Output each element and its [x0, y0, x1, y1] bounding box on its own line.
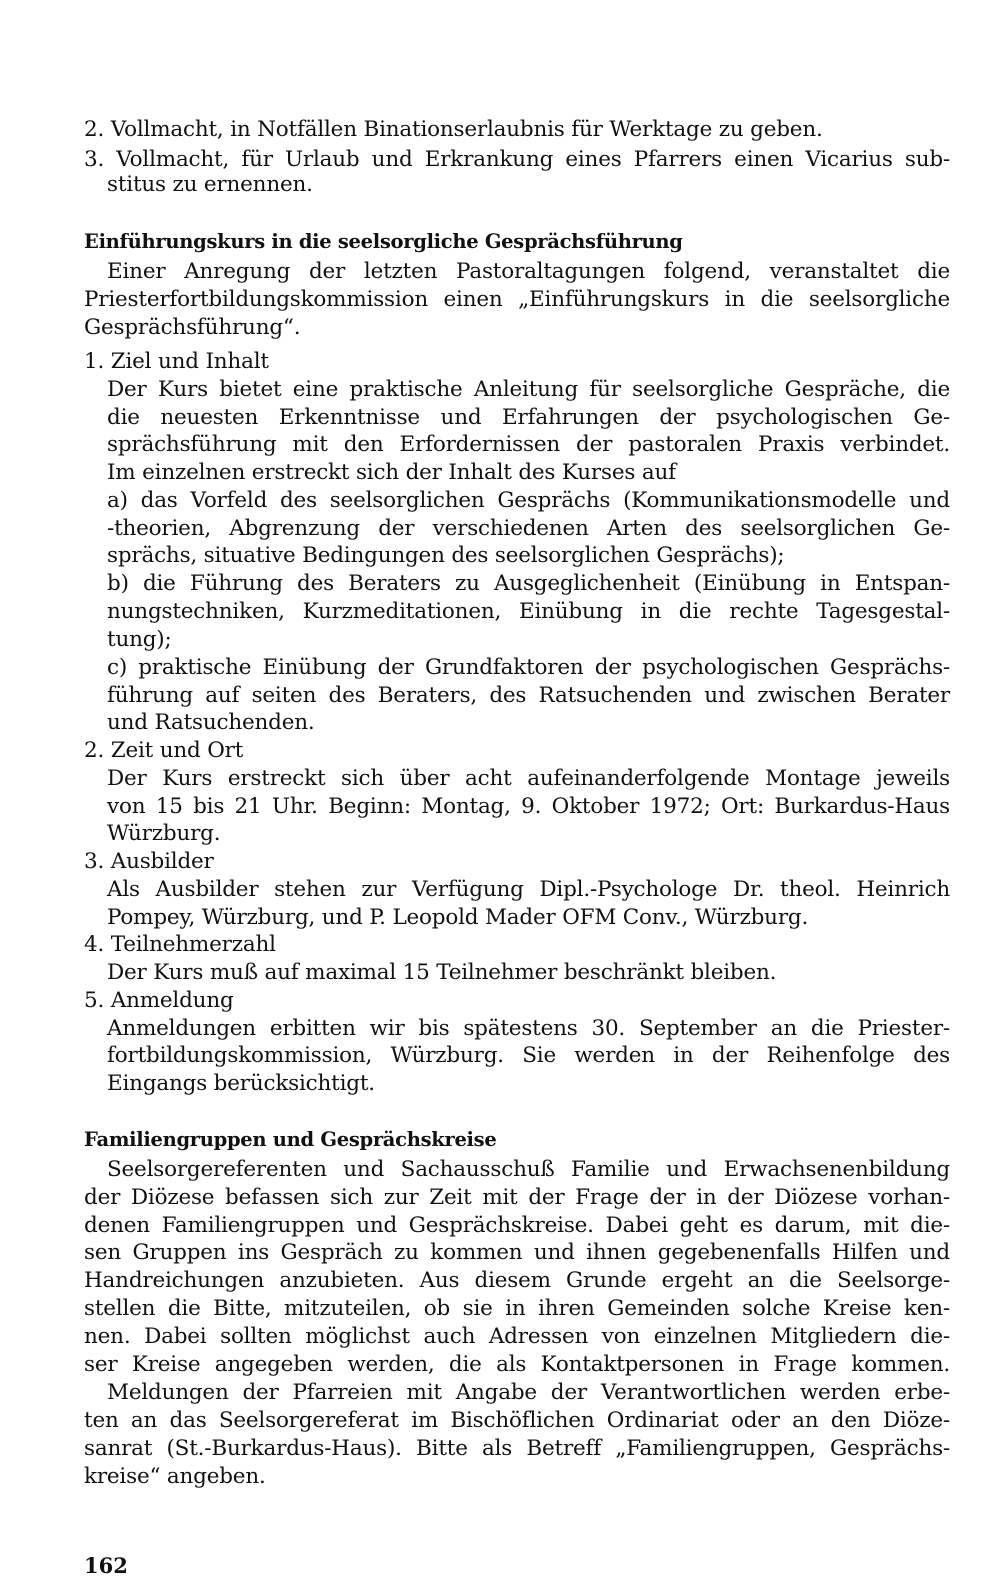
section2-paragraph-line: kreise“ angeben.	[84, 1464, 266, 1489]
list-item-title: 3. Ausbilder	[84, 849, 214, 874]
section1-paragraph-line: Priesterfortbildungskommission einen „Einführungskurs in die seelsorgliche	[84, 287, 950, 312]
section2-paragraph-line: ten an das Seelsorgereferat im Bischöflichen Ordinariat oder an den Diöze-	[84, 1408, 950, 1433]
section2-paragraph-line: stellen die Bitte, mitzuteilen, ob sie in ihren Gemeinden solche Kreise ken-	[84, 1296, 950, 1321]
list-item-line: Der Kurs erstreckt sich über acht aufeinanderfolgende Montage jeweils	[107, 766, 950, 791]
list-item-title: 2. Zeit und Ort	[84, 738, 244, 763]
list-item-line: -theorien, Abgrenzung der verschiedenen Arten des seelsorglichen Ge-	[107, 516, 950, 541]
list-item-line: c) praktische Einübung der Grundfaktoren der psychologischen Gesprächs-	[107, 655, 950, 680]
list-item-line: Der Kurs muß auf maximal 15 Teilnehmer beschränkt bleiben.	[107, 960, 777, 985]
list-item-line: Als Ausbilder stehen zur Verfügung Dipl.-Psychologe Dr. theol. Heinrich	[107, 877, 950, 902]
list-item-line: sprächsführung mit den Erfordernissen der pastoralen Praxis verbindet.	[107, 432, 950, 457]
list-item-title: 5. Anmeldung	[84, 988, 234, 1013]
list-item-line: a) das Vorfeld des seelsorglichen Gesprächs (Kommunikationsmodelle und	[107, 488, 950, 513]
section-heading-gespraechsfuehrung: Einführungskurs in die seelsorgliche Gesprächsführung	[84, 230, 683, 253]
intro-item-2: 2. Vollmacht, in Notfällen Binationserlaubnis für Werktage zu geben.	[84, 117, 823, 142]
section2-paragraph-line: Handreichungen anzubieten. Aus diesem Grunde ergeht an die Seelsorge-	[84, 1268, 950, 1293]
list-item-line: Im einzelnen erstreckt sich der Inhalt des Kurses auf	[107, 460, 676, 485]
page-number: 162	[84, 1553, 128, 1578]
section2-paragraph-line: Seelsorgereferenten und Sachausschuß Familie und Erwachsenenbildung	[107, 1157, 950, 1182]
intro-item-3-line-1: 3. Vollmacht, für Urlaub und Erkrankung eines Pfarrers einen Vicarius sub-	[84, 147, 950, 172]
list-item-line: Würzburg.	[107, 821, 221, 846]
list-item-line: fortbildungskommission, Würzburg. Sie werden in der Reihenfolge des	[107, 1043, 950, 1068]
list-item-line: und Ratsuchenden.	[107, 710, 315, 735]
section2-paragraph-line: ser Kreise angegeben werden, die als Kontaktpersonen in Frage kommen.	[84, 1352, 950, 1377]
section2-paragraph-line: sanrat (St.-Burkardus-Haus). Bitte als Betreff „Familiengruppen, Gesprächs-	[84, 1436, 950, 1461]
intro-item-3-line-2: stitus zu ernennen.	[107, 172, 313, 197]
section2-paragraph-line: Meldungen der Pfarreien mit Angabe der Verantwortlichen werden erbe-	[107, 1380, 950, 1405]
list-item-line: Pompey, Würzburg, und P. Leopold Mader OFM Conv., Würzburg.	[107, 905, 809, 930]
list-item-line: Eingangs berücksichtigt.	[107, 1071, 375, 1096]
section1-paragraph-line: Einer Anregung der letzten Pastoraltagungen folgend, veranstaltet die	[107, 259, 950, 284]
list-item-line: führung auf seiten des Beraters, des Ratsuchenden und zwischen Berater	[107, 683, 950, 708]
list-item-line: nungstechniken, Kurzmeditationen, Einübung in die rechte Tagesgestal-	[107, 599, 950, 624]
section2-paragraph-line: denen Familiengruppen und Gesprächskreise. Dabei geht es darum, mit die-	[84, 1213, 950, 1238]
list-item-line: Anmeldungen erbitten wir bis spätestens 30. September an die Priester-	[107, 1016, 950, 1041]
list-item-line: die neuesten Erkenntnisse und Erfahrungen der psychologischen Ge-	[107, 405, 950, 430]
section2-paragraph-line: sen Gruppen ins Gespräch zu kommen und ihnen gegebenenfalls Hilfen und	[84, 1240, 950, 1265]
section1-paragraph-line: Gesprächsführung“.	[84, 315, 301, 340]
list-item-line: Der Kurs bietet eine praktische Anleitung für seelsorgliche Gespräche, die	[107, 377, 950, 402]
section-heading-familiengruppen: Familiengruppen und Gesprächskreise	[84, 1128, 497, 1151]
list-item-line: b) die Führung des Beraters zu Ausgeglichenheit (Einübung in Entspan-	[107, 571, 950, 596]
section2-paragraph-line: nen. Dabei sollten möglichst auch Adressen von einzelnen Mitgliedern die-	[84, 1324, 950, 1349]
list-item-title: 1. Ziel und Inhalt	[84, 349, 269, 374]
section2-paragraph-line: der Diözese befassen sich zur Zeit mit der Frage der in der Diözese vorhan-	[84, 1185, 950, 1210]
list-item-line: von 15 bis 21 Uhr. Beginn: Montag, 9. Oktober 1972; Ort: Burkardus-Haus	[107, 794, 950, 819]
list-item-title: 4. Teilnehmerzahl	[84, 932, 276, 957]
list-item-line: sprächs, situative Bedingungen des seelsorglichen Gesprächs);	[107, 543, 785, 568]
list-item-line: tung);	[107, 627, 172, 652]
